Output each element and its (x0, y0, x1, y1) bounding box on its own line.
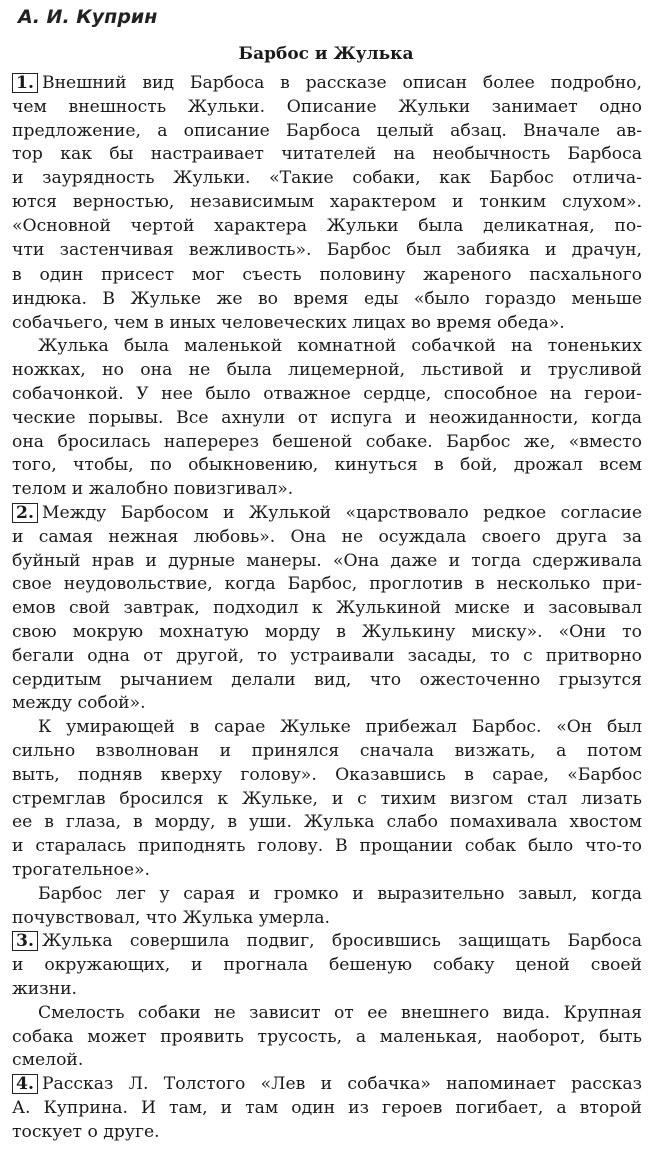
line-text: буйный нрав и дурные манеры. «Она даже и тогда сдерживала (12, 550, 642, 571)
line-text: Жулька была маленькой комнатной собачкой на тоненьких (38, 336, 642, 357)
text-line (12, 764, 642, 788)
text-line (12, 811, 642, 835)
text-line (12, 143, 642, 167)
line-text: сердитым рычанием делали вид, что ожесточенно грызутся (12, 669, 642, 690)
line-text: телом и жалобно повизгивал». (12, 479, 294, 500)
text-line (12, 335, 642, 359)
text-line (12, 1121, 642, 1145)
text-line (12, 120, 642, 144)
line-text: почувствовал, что Жулька умерла. (12, 907, 331, 928)
line-text: Рассказ Л. Толстого «Лев и собачка» напоминает рассказ (41, 1074, 642, 1095)
line-text: в один присест мог съесть половину жареного пасхального (12, 265, 642, 285)
text-line (12, 621, 642, 645)
line-text: Барбос лег у сарая и громко и выразительно завыл, когда (38, 883, 642, 904)
line-text: ются верностью, независимым характером и тонким слухом». (12, 191, 642, 212)
line-text: индюка. В Жульке же во время еды «было гораздо меньше (12, 288, 642, 309)
line-text: А. Куприна. И там, и там один из героев погибает, а второй (12, 1097, 642, 1118)
text-line (12, 645, 642, 669)
line-text: и окружающих, и прогнала бешеную собаку ценой своей (12, 955, 642, 976)
line-text: бегали одна от другой, то устраивали засады, то с притворно (12, 645, 642, 666)
line-text: тоскует о друге. (12, 1121, 160, 1142)
text-line (12, 692, 642, 716)
line-text: емов свой завтрак, подходил к Жулькиной миске и засовывал (12, 598, 642, 619)
line-text: и старалась приподнять голову. В прощании собак было что-то (12, 836, 642, 857)
text-line (12, 191, 642, 215)
text-line (12, 167, 642, 191)
text-line (12, 1073, 642, 1097)
text-line (12, 407, 642, 431)
text-line (12, 573, 642, 597)
line-text: выть, подняв кверху голову». Оказавшись в сарае, «Барбос (12, 764, 642, 785)
text-line (12, 312, 642, 336)
line-text: ее в глаза, в морду, в уши. Жулька слабо помахивала хвостом (12, 812, 642, 833)
text-line (12, 716, 642, 740)
text-line (12, 478, 642, 502)
text-line (12, 835, 642, 859)
text-line (12, 264, 642, 288)
text-line (12, 383, 642, 407)
text-line (12, 669, 642, 693)
item-number-box: 3. (12, 931, 38, 951)
text-line (12, 788, 642, 812)
text-line (12, 954, 642, 978)
text-line (12, 1026, 642, 1050)
text-line (12, 96, 642, 120)
line-text: она бросилась наперерез бешеной собаке. Барбос же, «вместо (12, 431, 642, 452)
text-line (12, 1049, 642, 1073)
text-line (12, 859, 642, 883)
author-name: А. И. Куприн (18, 6, 158, 28)
line-text: предложение, а описание Барбоса целый абзац. Вначале ав- (12, 120, 642, 141)
text-line (12, 550, 642, 574)
text-block-1 (12, 72, 642, 262)
text-line (12, 288, 642, 312)
line-text: стремглав бросился к Жульке, и с тихим визгом стал лизать (12, 788, 642, 809)
text-line (12, 1097, 642, 1121)
line-text: собака может проявить трусость, а маленькая, наоборот, быть (12, 1026, 642, 1047)
text-line (12, 883, 642, 907)
text-line (12, 597, 642, 621)
text-line (12, 978, 642, 1002)
text-line (12, 239, 642, 263)
line-text: трогательное». (12, 859, 151, 880)
line-text: и заурядность Жульки. «Такие собаки, как Барбос отлича- (12, 168, 642, 189)
line-text: ножках, но она не была лицемерной, льстивой и трусливой (12, 360, 642, 381)
line-text: свое неудовольствие, когда Барбос, проглотив в несколько при- (12, 574, 642, 595)
page-title: Барбос и Жулька (238, 44, 414, 64)
text-line (12, 907, 642, 931)
text-line (12, 930, 642, 954)
text-line (12, 502, 642, 526)
line-text: «Основной чертой характера Жульки была деликатная, по- (12, 215, 642, 236)
line-text: Между Барбосом и Жулькой «царствовало редкое согласие (41, 502, 642, 523)
text-line (12, 215, 642, 239)
line-text: чем внешность Жульки. Описание Жульки занимает одно (12, 96, 642, 117)
text-line (12, 1002, 642, 1026)
text-block-2 (12, 264, 642, 1144)
text-line (12, 740, 642, 764)
item-number-box: 1. (12, 73, 38, 93)
line-text: Внешний вид Барбоса в рассказе описан более подробно, (41, 73, 642, 93)
item-number-box: 4. (12, 1074, 38, 1094)
line-text: К умирающей в сарае Жульке прибежал Барбос. «Он был (38, 717, 642, 738)
text-line (12, 526, 642, 550)
line-text: между собой». (12, 693, 146, 714)
text-line (12, 359, 642, 383)
line-text: сильно взволнован и принялся сначала визжать, а потом (12, 740, 642, 761)
text-line (12, 431, 642, 455)
line-text: и самая нежная любовь». Она не осуждала своего друга за (12, 526, 642, 547)
line-text: смелой. (12, 1050, 84, 1071)
line-text: того, чтобы, по обыкновению, кинуться в бой, дрожал всем (12, 455, 642, 476)
line-text: Смелость собаки не зависит от ее внешнего вида. Крупная (38, 1002, 642, 1023)
line-text: тор как бы настраивает читателей на необычность Барбоса (12, 144, 642, 165)
line-text: чти застенчивая вежливость». Барбос был забияка и драчун, (12, 239, 642, 260)
line-text: Жулька совершила подвиг, бросившись защищать Барбоса (41, 931, 642, 952)
line-text: жизни. (12, 978, 78, 999)
text-line (12, 72, 642, 96)
item-number-box: 2. (12, 503, 38, 523)
line-text: свою мокрую мохнатую морду в Жулькину миску». «Они то (12, 621, 642, 642)
text-line (12, 454, 642, 478)
line-text: собачьего, чем в иных человеческих лицах во время обеда». (12, 312, 565, 333)
line-text: ческие порывы. Все ахнули от испуга и неожиданности, когда (12, 407, 642, 428)
line-text: собачонкой. У нее было отважное сердце, способное на герои- (12, 383, 642, 404)
